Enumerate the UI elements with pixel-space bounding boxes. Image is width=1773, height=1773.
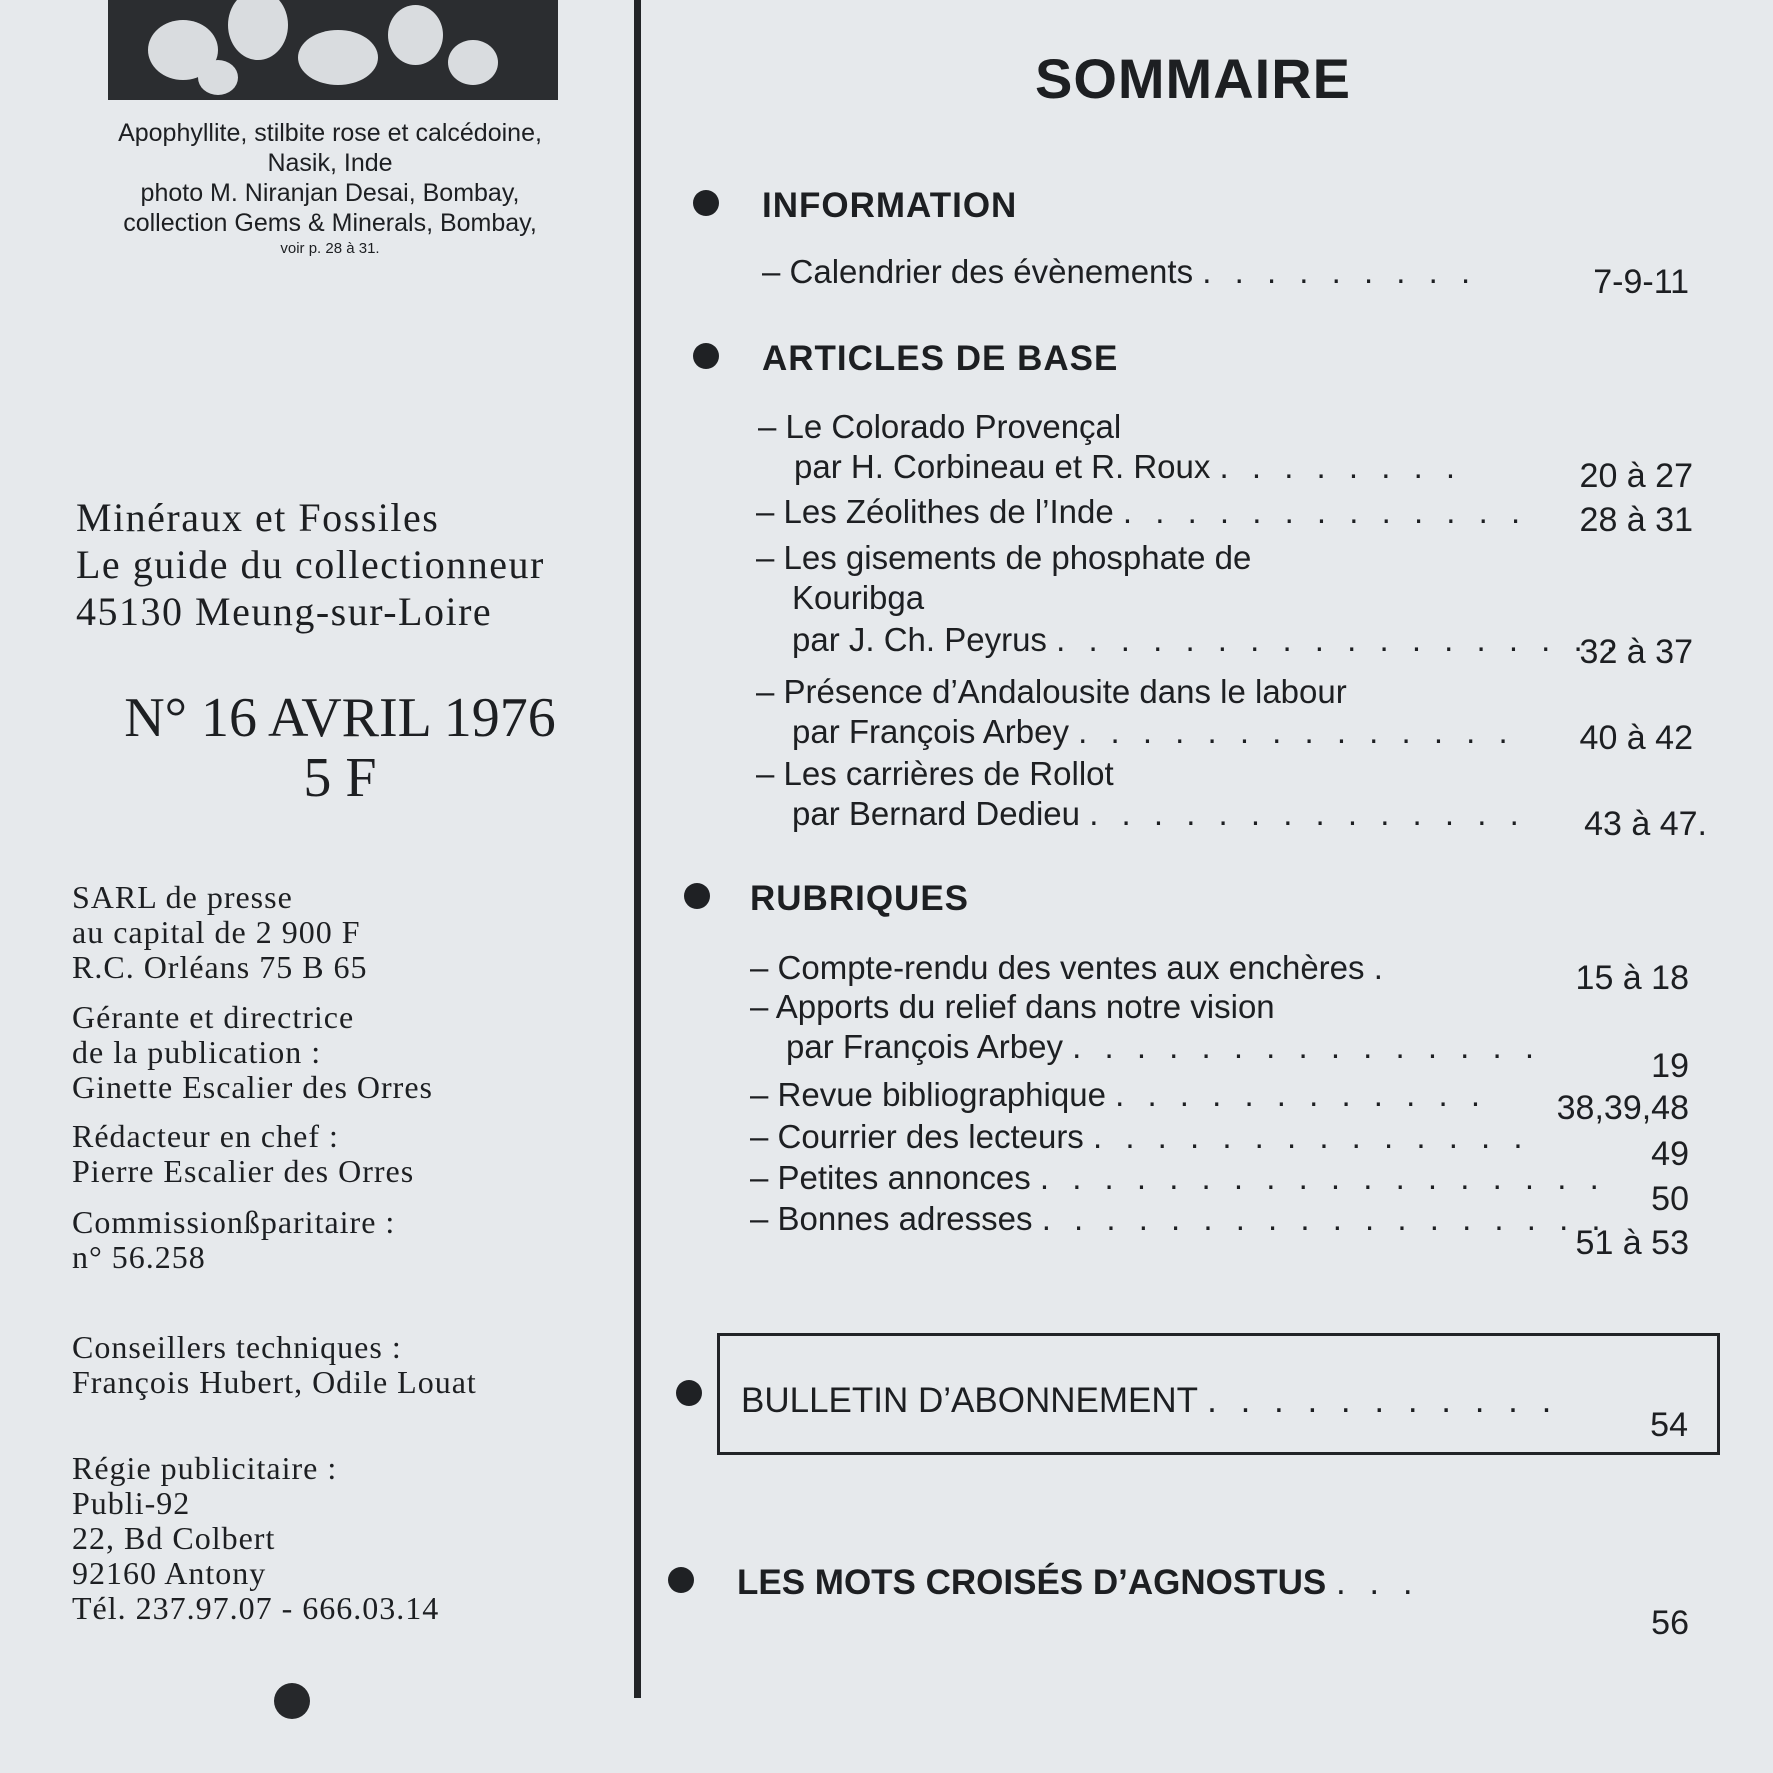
- toc-leader: . . . . . . . .: [1219, 448, 1463, 485]
- toc-page: 19: [1651, 1047, 1689, 1085]
- toc-page: 56: [1651, 1604, 1689, 1642]
- toc-leader: . . . . . . . . . . . . . .: [1092, 1118, 1530, 1155]
- toc-entry-author: [756, 712, 1515, 752]
- decorative-dot: [274, 1683, 310, 1719]
- toc-entry-title: – Bonnes adresses: [750, 1200, 1033, 1237]
- toc-leader: . . . . . . . . . . . .: [1115, 1076, 1487, 1113]
- bullet-icon: [693, 343, 719, 369]
- toc-entry-author: [750, 1027, 1541, 1067]
- toc-page: 38,39,48: [1556, 1089, 1689, 1127]
- caption-page-ref: voir p. 28 à 31.: [280, 240, 380, 257]
- info-line: 22, Bd Colbert: [72, 1520, 276, 1556]
- toc-entry[interactable]: [756, 754, 1526, 834]
- toc-leader: .: [1373, 949, 1390, 986]
- toc-entry[interactable]: [756, 538, 1622, 660]
- info-line: 92160 Antony: [72, 1555, 267, 1591]
- company-info: [72, 880, 368, 985]
- publication-name: [76, 494, 545, 635]
- toc-leader: . . . . . . . . . . . . . . . . . .: [1039, 1159, 1606, 1196]
- info-line: SARL de presse: [72, 879, 293, 915]
- toc-page: 32 à 37: [1579, 633, 1693, 671]
- info-line: François Hubert, Odile Louat: [72, 1364, 477, 1400]
- toc-entry-author: [756, 620, 1622, 660]
- toc-entry-title: BULLETIN D’ABONNEMENT: [741, 1381, 1198, 1420]
- toc-entry-title: – Les Zéolithes de l’Inde: [756, 493, 1114, 530]
- info-line: Pierre Escalier des Orres: [72, 1153, 415, 1189]
- toc-entry-author: [756, 794, 1526, 834]
- caption-line: photo M. Niranjan Desai, Bombay,: [140, 179, 520, 207]
- toc-entry-bulletin[interactable]: [741, 1381, 1558, 1421]
- caption-line: collection Gems & Minerals, Bombay,: [123, 209, 537, 237]
- info-line: R.C. Orléans 75 B 65: [72, 949, 368, 985]
- advertising-info: [72, 1451, 439, 1626]
- section-heading-articles: ARTICLES DE BASE: [762, 339, 1119, 378]
- toc-entry-title: – Les carrières de Rollot: [756, 755, 1114, 792]
- toc-entry[interactable]: [756, 672, 1515, 752]
- sommaire-title: SOMMAIRE: [1035, 47, 1351, 110]
- toc-page: 43 à 47.: [1584, 805, 1707, 843]
- toc-page: 54: [1650, 1406, 1688, 1444]
- publication-line: Le guide du collectionneur: [76, 542, 545, 587]
- toc-page: 49: [1651, 1135, 1689, 1173]
- toc-page: 50: [1651, 1180, 1689, 1218]
- bullet-icon: [684, 883, 710, 909]
- toc-entry-title: – Présence d’Andalousite dans le labour: [756, 673, 1347, 710]
- toc-entry[interactable]: [758, 407, 1462, 487]
- publication-line: Minéraux et Fossiles: [76, 495, 440, 540]
- toc-entry[interactable]: [756, 492, 1527, 532]
- column-divider: [634, 0, 641, 1698]
- info-line: Conseillers techniques :: [72, 1329, 402, 1365]
- info-line: Rédacteur en chef :: [72, 1118, 339, 1154]
- publication-line: 45130 Meung-sur-Loire: [76, 589, 493, 634]
- toc-entry-title: – Les gisements de phosphate de: [756, 539, 1252, 576]
- photo-caption: [80, 118, 580, 260]
- toc-page: 51 à 53: [1575, 1224, 1689, 1262]
- mineral-photo: [108, 0, 558, 100]
- toc-entry-author: [758, 447, 1462, 487]
- toc-leader: . . . . . . . . .: [1202, 253, 1478, 290]
- caption-line: Nasik, Inde: [267, 149, 393, 177]
- issue-info: [80, 688, 600, 808]
- info-line: Régie publicitaire :: [72, 1450, 338, 1486]
- toc-leader: . . . . . . . . . . . . . . . . . .: [1056, 621, 1623, 658]
- toc-entry-title: – Calendrier des évènements: [762, 253, 1194, 290]
- toc-author-text: par Bernard Dedieu: [792, 795, 1081, 832]
- toc-author-text: par François Arbey: [786, 1028, 1063, 1065]
- commission-info: [72, 1205, 395, 1275]
- section-heading-rubriques: RUBRIQUES: [750, 879, 970, 918]
- toc-leader: . . . . . . . . . . . . . . .: [1072, 1028, 1542, 1065]
- info-line: au capital de 2 900 F: [72, 914, 361, 950]
- toc-entry-title: – Apports du relief dans notre vision: [750, 988, 1275, 1025]
- bullet-icon: [676, 1380, 702, 1406]
- caption-line: Apophyllite, stilbite rose et calcédoine,: [118, 119, 542, 147]
- toc-entry[interactable]: [750, 987, 1541, 1067]
- toc-leader: . . .: [1335, 1563, 1420, 1602]
- bullet-icon: [668, 1567, 694, 1593]
- toc-entry[interactable]: [750, 948, 1390, 988]
- toc-entry-title: – Revue bibliographique: [750, 1076, 1106, 1113]
- info-line: Ginette Escalier des Orres: [72, 1069, 433, 1105]
- info-line: de la publication :: [72, 1034, 322, 1070]
- issue-number-date: N° 16 AVRIL 1976: [124, 687, 556, 749]
- info-line: Gérante et directrice: [72, 999, 355, 1035]
- toc-page: 40 à 42: [1579, 719, 1693, 757]
- toc-entry[interactable]: [750, 1199, 1608, 1239]
- info-line: n° 56.258: [72, 1239, 206, 1275]
- toc-author-text: par H. Corbineau et R. Roux: [794, 448, 1211, 485]
- toc-entry[interactable]: [750, 1075, 1487, 1115]
- toc-leader: . . . . . . . . . . . . . .: [1078, 713, 1515, 750]
- toc-entry-title: LES MOTS CROISÉS D’AGNOSTUS: [737, 1563, 1327, 1602]
- toc-leader: . . . . . . . . . . . . . . . . . .: [1041, 1200, 1608, 1237]
- info-line: Commissionßparitaire :: [72, 1204, 396, 1240]
- bullet-icon: [693, 190, 719, 216]
- toc-entry[interactable]: [762, 252, 1477, 292]
- toc-page: 28 à 31: [1579, 501, 1693, 539]
- toc-entry-title-cont: Kouribga: [792, 579, 925, 616]
- info-line: Tél. 237.97.07 - 666.03.14: [72, 1590, 440, 1626]
- toc-entry-title: – Compte-rendu des ventes aux enchères: [750, 949, 1365, 986]
- editor-info: [72, 1119, 414, 1189]
- issue-price: 5 F: [303, 747, 377, 809]
- toc-page: 20 à 27: [1579, 457, 1693, 495]
- toc-entry-title: – Petites annonces: [750, 1159, 1031, 1196]
- toc-page: 7-9-11: [1593, 263, 1689, 301]
- toc-author-text: par J. Ch. Peyrus: [792, 621, 1047, 658]
- info-line: Publi-92: [72, 1485, 191, 1521]
- toc-page: 15 à 18: [1575, 959, 1689, 997]
- section-heading-information: INFORMATION: [762, 186, 1018, 225]
- toc-author-text: par François Arbey: [792, 713, 1069, 750]
- manager-info: [72, 1000, 433, 1105]
- toc-entry[interactable]: [750, 1117, 1530, 1157]
- toc-entry[interactable]: [750, 1158, 1606, 1198]
- toc-leader: . . . . . . . . . . .: [1207, 1381, 1559, 1420]
- toc-entry-title: – Courrier des lecteurs: [750, 1118, 1084, 1155]
- toc-entry-title: – Le Colorado Provençal: [758, 408, 1122, 445]
- toc-entry-mots-croises[interactable]: [737, 1563, 1420, 1603]
- toc-leader: . . . . . . . . . . . . .: [1122, 493, 1528, 530]
- toc-leader: . . . . . . . . . . . . . .: [1089, 795, 1526, 832]
- advisors-info: [72, 1330, 477, 1400]
